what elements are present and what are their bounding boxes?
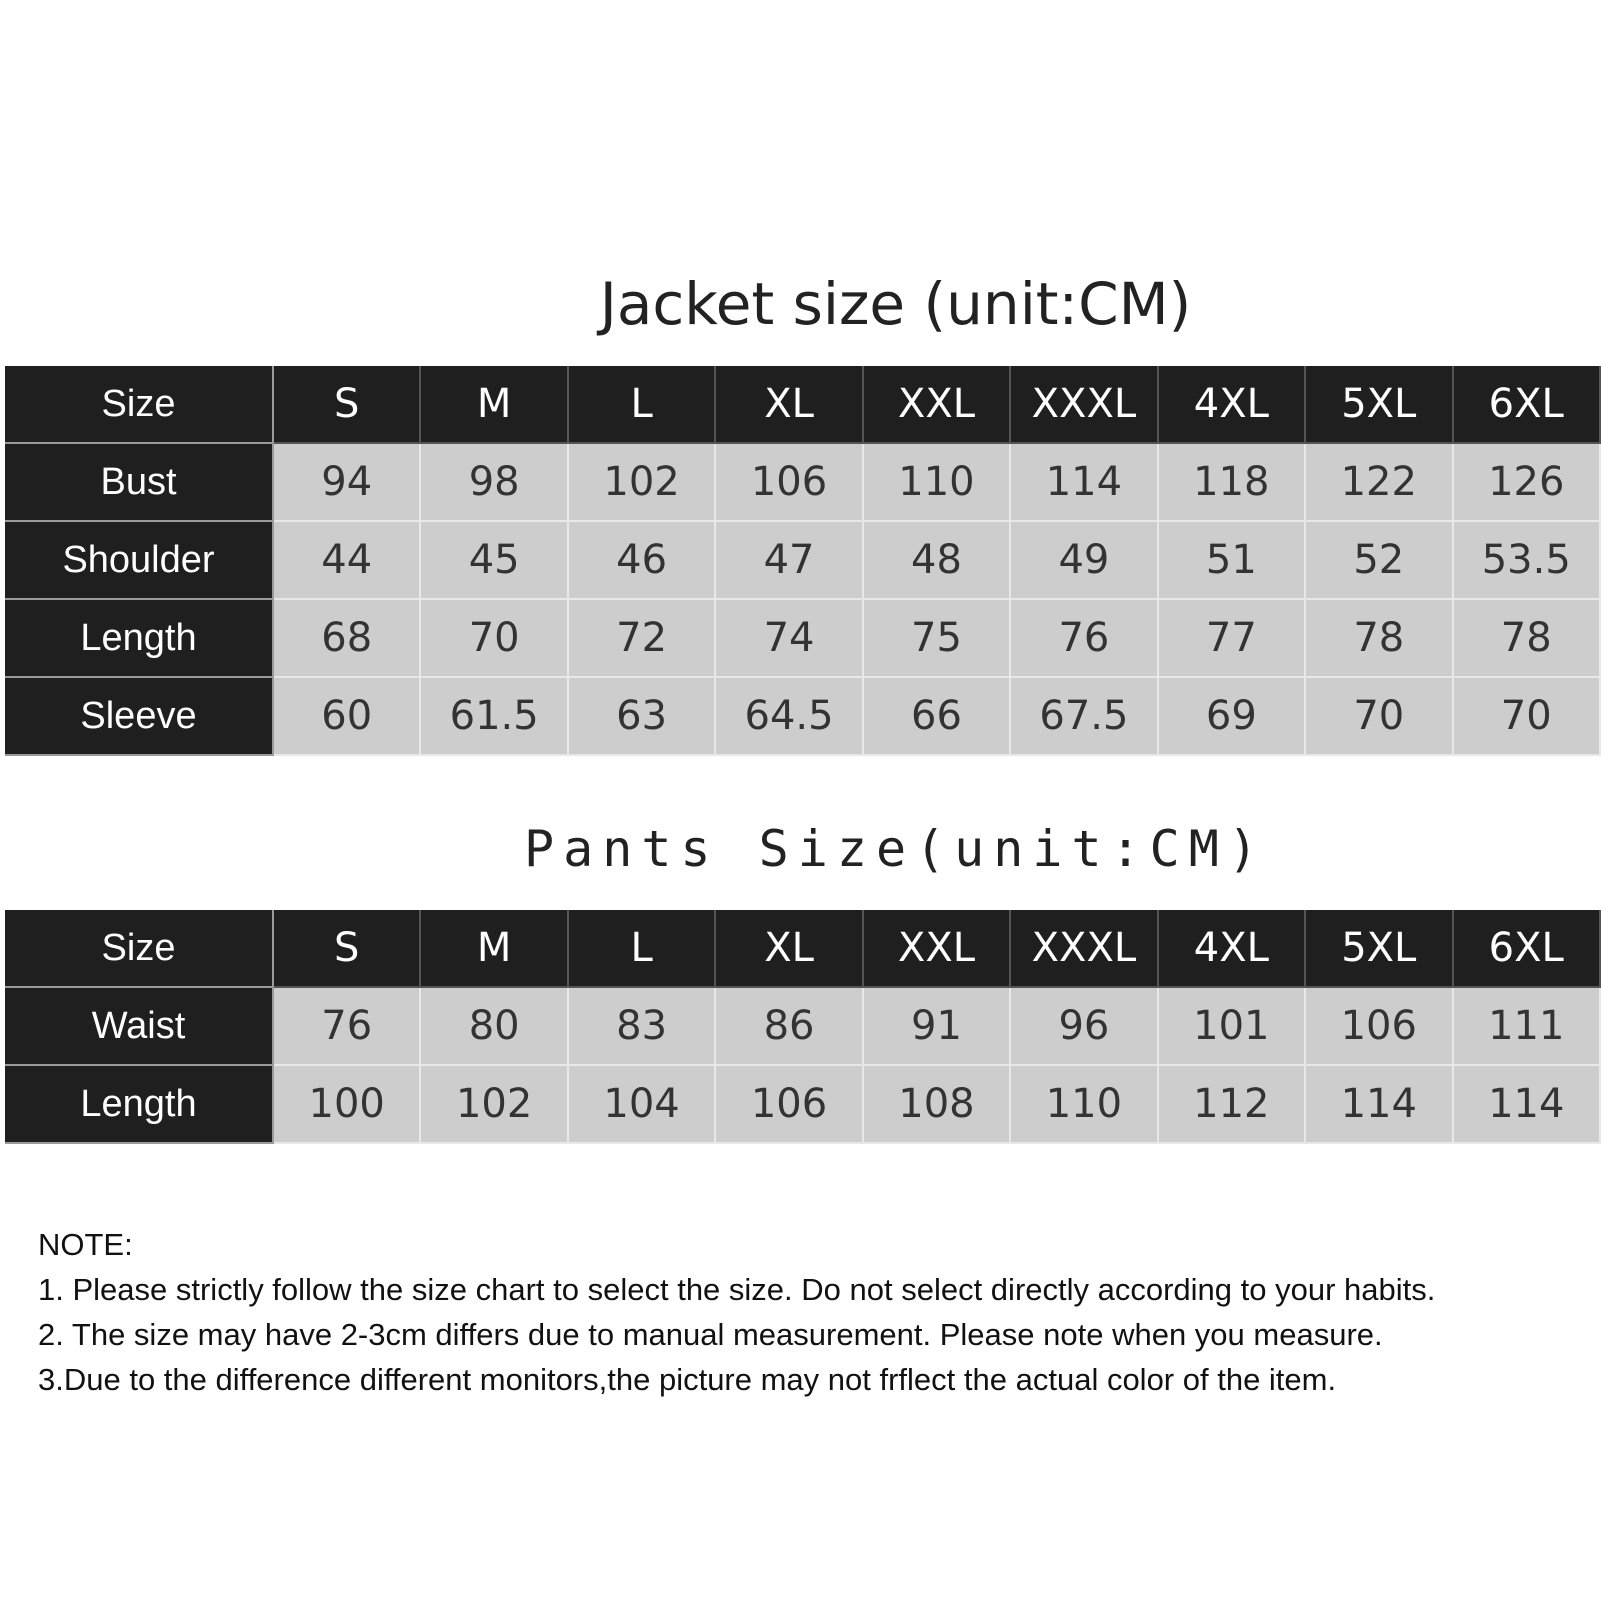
measurement-cell: 48 (864, 522, 1011, 600)
size-header-cell: 6XL (1454, 910, 1601, 988)
measurement-cell: 76 (1011, 600, 1158, 678)
measurement-cell: 51 (1159, 522, 1306, 600)
size-header-cell: 4XL (1159, 910, 1306, 988)
size-header-cell: XL (716, 366, 863, 444)
measurement-cell: 102 (421, 1066, 568, 1144)
table-row (5, 678, 1601, 756)
size-header-cell: 6XL (1454, 366, 1601, 444)
measurement-cell: 102 (569, 444, 716, 522)
measurement-cell: 114 (1454, 1066, 1601, 1144)
measurement-cell: 91 (864, 988, 1011, 1066)
note-item: 3.Due to the difference different monitors,the picture may not frflect the actual color of the item. (38, 1362, 1337, 1397)
measurement-cell: 67.5 (1011, 678, 1158, 756)
measurement-cell: 70 (1454, 678, 1601, 756)
size-header-cell: L (569, 366, 716, 444)
row-label: Shoulder (5, 522, 274, 600)
size-header-cell: L (569, 910, 716, 988)
measurement-cell: 111 (1454, 988, 1601, 1066)
measurement-cell: 94 (274, 444, 421, 522)
size-header-cell: 4XL (1159, 366, 1306, 444)
measurement-cell: 101 (1159, 988, 1306, 1066)
measurement-cell: 49 (1011, 522, 1158, 600)
measurement-cell: 78 (1454, 600, 1601, 678)
jacket-size-title: Jacket size (unit:CM) (599, 270, 1192, 338)
measurement-cell: 63 (569, 678, 716, 756)
measurement-cell: 114 (1306, 1066, 1453, 1144)
size-header-cell: XL (716, 910, 863, 988)
size-header-cell: XXXL (1011, 366, 1158, 444)
measurement-cell: 44 (274, 522, 421, 600)
pants-size-title: Pants Size(unit:CM) (524, 820, 1267, 878)
table-row (5, 1066, 1601, 1144)
measurement-cell: 104 (569, 1066, 716, 1144)
note-item: 2. The size may have 2-3cm differs due to manual measurement. Please note when you measure. (38, 1317, 1383, 1352)
measurement-cell: 60 (274, 678, 421, 756)
table-row (5, 600, 1601, 678)
note-item: 1. Please strictly follow the size chart to select the size. Do not select directly according to your habits. (38, 1272, 1436, 1307)
size-header-cell: 5XL (1306, 910, 1453, 988)
measurement-cell: 69 (1159, 678, 1306, 756)
row-label: Size (5, 366, 274, 444)
measurement-cell: 78 (1306, 600, 1453, 678)
row-label: Sleeve (5, 678, 274, 756)
measurement-cell: 66 (864, 678, 1011, 756)
size-header-cell: XXL (864, 366, 1011, 444)
measurement-cell: 110 (1011, 1066, 1158, 1144)
measurement-cell: 76 (274, 988, 421, 1066)
size-header-cell: S (274, 910, 421, 988)
measurement-cell: 72 (569, 600, 716, 678)
measurement-cell: 112 (1159, 1066, 1306, 1144)
table-row (5, 522, 1601, 600)
size-header-cell: XXXL (1011, 910, 1158, 988)
measurement-cell: 47 (716, 522, 863, 600)
measurement-cell: 45 (421, 522, 568, 600)
table-header-row (5, 910, 1601, 988)
measurement-cell: 118 (1159, 444, 1306, 522)
measurement-cell: 110 (864, 444, 1011, 522)
measurement-cell: 64.5 (716, 678, 863, 756)
size-header-cell: 5XL (1306, 366, 1453, 444)
row-label: Length (5, 600, 274, 678)
measurement-cell: 75 (864, 600, 1011, 678)
measurement-cell: 106 (1306, 988, 1453, 1066)
measurement-cell: 122 (1306, 444, 1453, 522)
measurement-cell: 126 (1454, 444, 1601, 522)
notes-heading: NOTE: (38, 1227, 133, 1262)
measurement-cell: 96 (1011, 988, 1158, 1066)
measurement-cell: 68 (274, 600, 421, 678)
size-header-cell: XXL (864, 910, 1011, 988)
table-header-row (5, 366, 1601, 444)
measurement-cell: 70 (421, 600, 568, 678)
size-notes (38, 1222, 1435, 1402)
row-label: Bust (5, 444, 274, 522)
measurement-cell: 52 (1306, 522, 1453, 600)
measurement-cell: 46 (569, 522, 716, 600)
measurement-cell: 106 (716, 444, 863, 522)
measurement-cell: 61.5 (421, 678, 568, 756)
measurement-cell: 74 (716, 600, 863, 678)
measurement-cell: 98 (421, 444, 568, 522)
measurement-cell: 86 (716, 988, 863, 1066)
measurement-cell: 53.5 (1454, 522, 1601, 600)
measurement-cell: 100 (274, 1066, 421, 1144)
measurement-cell: 108 (864, 1066, 1011, 1144)
measurement-cell: 106 (716, 1066, 863, 1144)
size-header-cell: S (274, 366, 421, 444)
row-label: Size (5, 910, 274, 988)
jacket-size-table (5, 366, 1601, 756)
pants-size-table (5, 910, 1601, 1144)
size-header-cell: M (421, 366, 568, 444)
table-row (5, 444, 1601, 522)
measurement-cell: 77 (1159, 600, 1306, 678)
measurement-cell: 80 (421, 988, 568, 1066)
measurement-cell: 114 (1011, 444, 1158, 522)
measurement-cell: 70 (1306, 678, 1453, 756)
row-label: Waist (5, 988, 274, 1066)
measurement-cell: 83 (569, 988, 716, 1066)
row-label: Length (5, 1066, 274, 1144)
size-header-cell: M (421, 910, 568, 988)
table-row (5, 988, 1601, 1066)
